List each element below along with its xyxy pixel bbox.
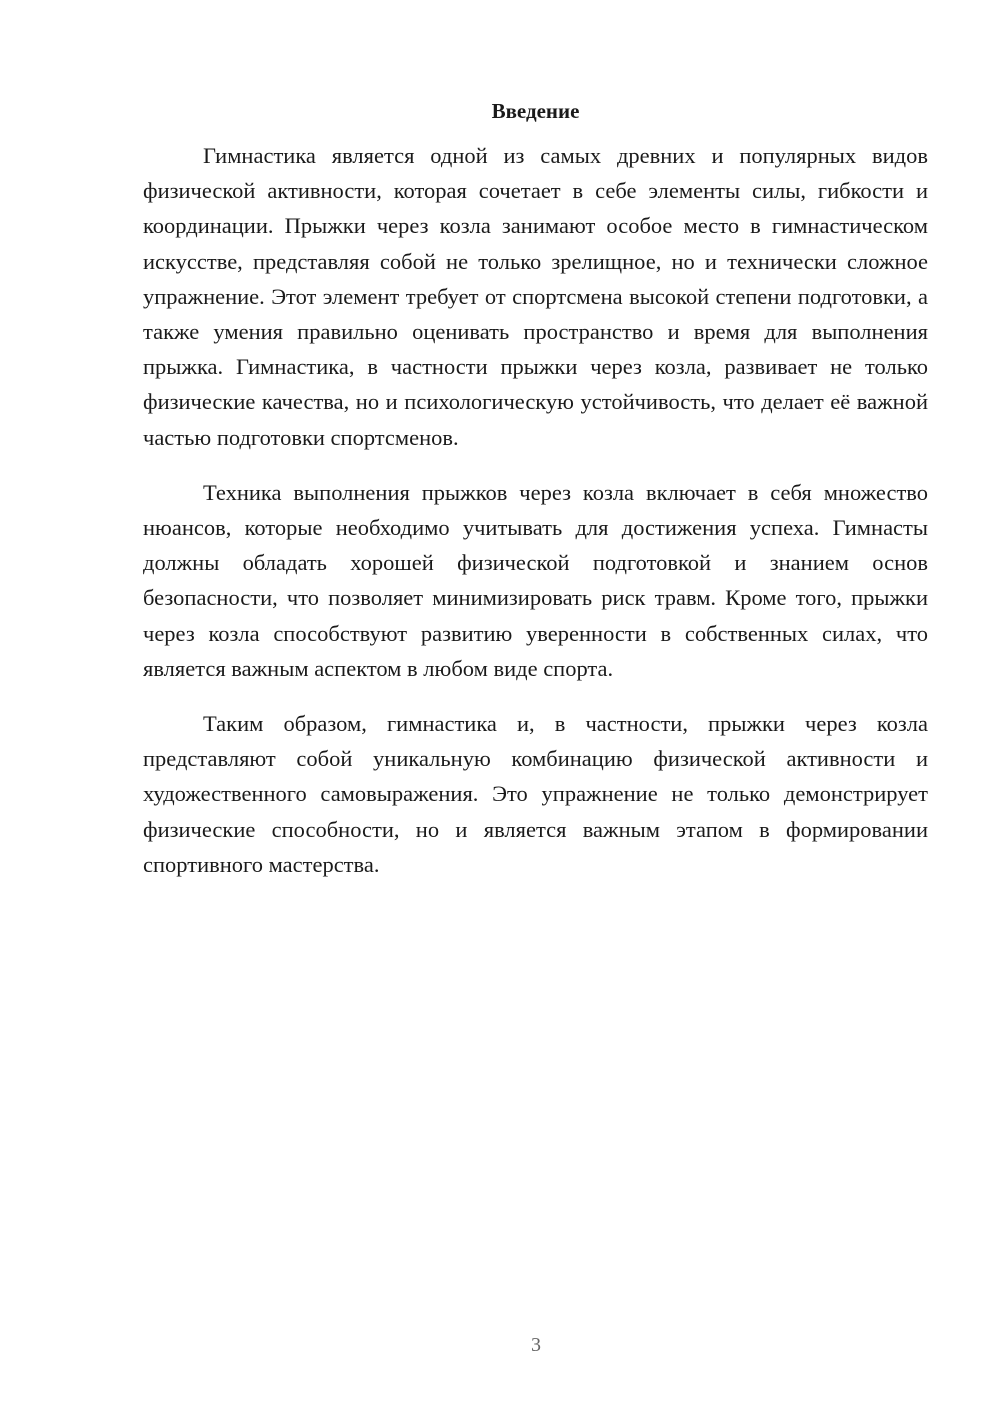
paragraph-1: Гимнастика является одной из самых древних и популярных видов физической активности, которая сочетает в себе элементы силы, гибкости и координации. Прыжки через козла занимают особое место в гимнастическом искусстве, представляя собой не только зрелищное, но и технически сложное упражнение. Этот элемент требует от спортсмена высокой степени подготовки, а также умения правильно оценивать пространство и время для выполнения прыжка. Гимнастика, в частности прыжки через козла, развивает не только физические качества, но и психологическую устойчивость, что делает её важной частью подготовки спортсменов. [143,143,928,450]
paragraph-3: Таким образом, гимнастика и, в частности, прыжки через козла представляют собой уникальную комбинацию физической активности и художественного самовыражения. Это упражнение не только демонстрирует физические способности, но и является важным этапом в формировании спортивного мастерства. [143,711,928,877]
page-number: 3 [531,1334,541,1356]
paragraph-2: Техника выполнения прыжков через козла включает в себя множество нюансов, которые необходимо учитывать для достижения успеха. Гимнасты должны обладать хорошей физической подготовкой и знанием основ безопасности, что позволяет минимизировать риск травм. Кроме того, прыжки через козла способствуют развитию уверенности в собственных силах, что является важным аспектом в любом виде спорта. [143,479,928,681]
page-content [143,96,928,902]
section-heading: Введение [491,99,580,123]
